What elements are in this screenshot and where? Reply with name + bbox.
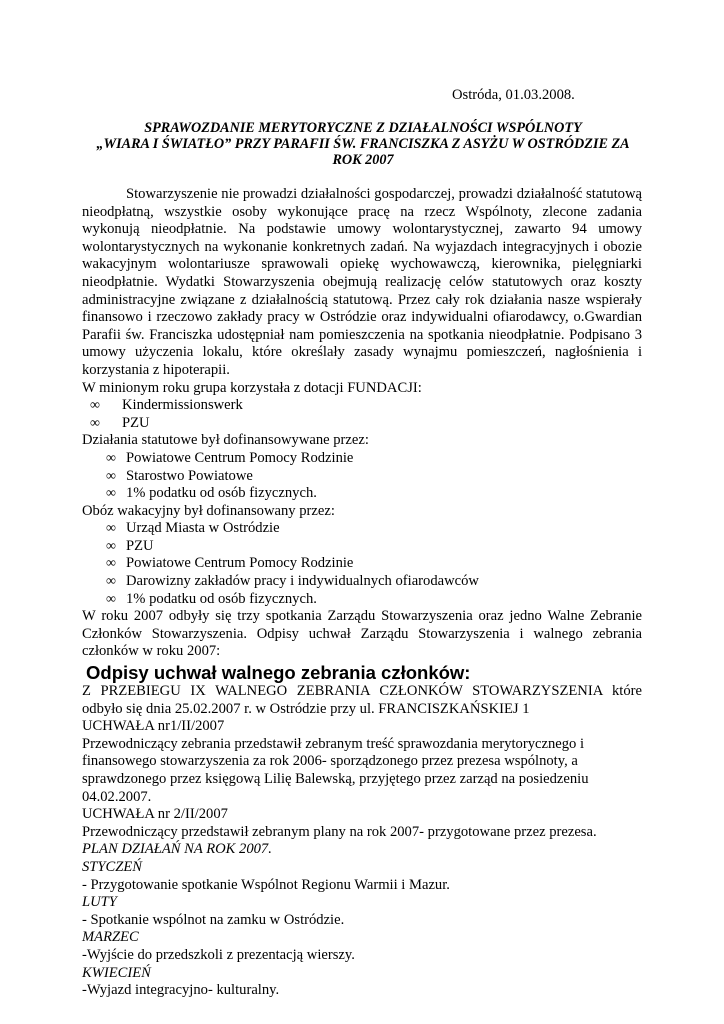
plan-item: - Przygotowanie spotkanie Wspólnot Regionu Warmii i Mazur. bbox=[82, 876, 450, 893]
resolutions-heading: Odpisy uchwał walnego zebrania członków: bbox=[86, 662, 471, 684]
document-title bbox=[82, 120, 644, 168]
resolution-1-line-2: finansowego stowarzyszenia za rok 2006- sporządzonego przez prezesa wspólnoty, a bbox=[82, 753, 578, 770]
resolution-2-title: UCHWAŁA nr 2/II/2007 bbox=[82, 806, 228, 823]
camp-list bbox=[82, 520, 642, 608]
list-item: ∞ Urząd Miasta w Ostródzie bbox=[106, 520, 280, 537]
list-item: ∞ Darowizny zakładów pracy i indywidualnych ofiarodawców bbox=[106, 573, 479, 590]
title-line-1: SPRAWOZDANIE MERYTORYCZNE Z DZIAŁALNOŚCI WSPÓLNOTY bbox=[144, 120, 582, 136]
plan-month: KWIECIEŃ bbox=[82, 964, 151, 981]
list-item: ∞ Starostwo Powiatowe bbox=[106, 467, 253, 484]
infinity-bullet-icon: ∞ bbox=[106, 450, 116, 466]
plan-month: STYCZEŃ bbox=[82, 858, 143, 875]
document-body bbox=[82, 186, 642, 1000]
plan-month: MARZEC bbox=[82, 929, 139, 946]
resolution-1-line-4: 04.02.2007. bbox=[82, 788, 152, 805]
meetings-line-2: Członków Stowarzyszenia. Odpisy uchwał Zarządu Stowarzyszenia i walnego zebrania bbox=[82, 625, 642, 642]
meetings-line-1: W roku 2007 odbyły się trzy spotkania Zarządu Stowarzyszenia oraz jedno Walne Zebranie bbox=[82, 608, 642, 625]
list-item: ∞ Powiatowe Centrum Pomocy Rodzinie bbox=[106, 555, 354, 572]
statutory-list bbox=[82, 450, 642, 503]
intro-paragraph: Stowarzyszenie nie prowadzi działalności gospodarczej, prowadzi działalność statutową nieodpłatną, wszystkie osoby wykonujące pracę na rzecz Wspólnoty, zlecone zadania wykonują nieodpłatnie. Na podstawie umowy wolontarystycznej, zawarto 94 umowy wolontarystycznych na wykonanie konkretnych zadań. Na wyjazdach integracyjnych i obozie wakacyjnym wolontariusze sprawowali opiekę wychowawczą, kierownika, pielęgniarki nieodpłatnie. Wydatki Stowarzyszenia obejmują realizację celów statutowych oraz koszty administracyjne związane z działalnością statutową. Przez cały rok działania nasze wspierały finansowo i rzeczowo zakłady pracy w Ostródzie oraz indywidualni ofiarodawcy, o.Gwardian Parafii św. Franciszka udostępniał nam pomieszczenia na spotkania nieodpłatnie. Podpisano 3 umowy użyczenia lokalu, które określały zasady wynajmu pomieszczeń, nagłośnienia i korzystania z hipoterapii. bbox=[82, 186, 642, 378]
grants-label: W minionym roku grupa korzystała z dotacji FUNDACJI: bbox=[82, 379, 422, 396]
meetings-line-3: członków w roku 2007: bbox=[82, 643, 221, 660]
list-item: ∞ 1% podatku od osób fizycznych. bbox=[106, 590, 317, 607]
infinity-bullet-icon: ∞ bbox=[90, 398, 100, 414]
infinity-bullet-icon: ∞ bbox=[106, 521, 116, 537]
plan-item: - Spotkanie wspólnot na zamku w Ostródzie. bbox=[82, 911, 345, 928]
resolution-1-line-1: Przewodniczący zebrania przedstawił zebranym treść sprawozdania merytorycznego i bbox=[82, 735, 585, 752]
resolution-2-line-1: Przewodniczący przedstawił zebranym plany na rok 2007- przygotowane przez prezesa. bbox=[82, 823, 597, 840]
plan-item: -Wyjście do przedszkoli z prezentacją wierszy. bbox=[82, 946, 355, 963]
plan-item: -Wyjazd integracyjno- kulturalny. bbox=[82, 982, 280, 999]
document-date: Ostróda, 01.03.2008. bbox=[452, 87, 575, 103]
resolution-1-title: UCHWAŁA nr1/II/2007 bbox=[82, 718, 225, 735]
camp-label: Obóz wakacyjny był dofinansowany przez: bbox=[82, 502, 335, 519]
infinity-bullet-icon: ∞ bbox=[106, 556, 116, 572]
resolution-1-line-3: sprawdzonego przez księgową Lilię Balewską, przyjętego przez zarząd na posiedzeniu bbox=[82, 771, 589, 787]
statutory-label: Działania statutowe był dofinansowywane przez: bbox=[82, 432, 369, 449]
meeting-info-line-2: odbyło się dnia 25.02.2007 r. w Ostródzie przy ul. FRANCISZKAŃSKIEJ 1 bbox=[82, 700, 530, 717]
title-line-2: „WIARA I ŚWIATŁO” PRZY PARAFII ŚW. FRANCISZKA Z ASYŻU W OSTRÓDZIE ZA bbox=[96, 136, 630, 152]
plan-title: PLAN DZIAŁAŃ NA ROK 2007. bbox=[82, 841, 272, 858]
list-item: ∞ Powiatowe Centrum Pomocy Rodzinie bbox=[106, 449, 354, 466]
infinity-bullet-icon: ∞ bbox=[106, 591, 116, 607]
list-item: ∞ Kindermissionswerk bbox=[90, 397, 243, 414]
infinity-bullet-icon: ∞ bbox=[106, 574, 116, 590]
infinity-bullet-icon: ∞ bbox=[106, 486, 116, 502]
infinity-bullet-icon: ∞ bbox=[90, 415, 100, 431]
grants-list bbox=[82, 397, 642, 432]
list-item: ∞ 1% podatku od osób fizycznych. bbox=[106, 485, 317, 502]
plan-month: LUTY bbox=[82, 894, 117, 911]
infinity-bullet-icon: ∞ bbox=[106, 538, 116, 554]
infinity-bullet-icon: ∞ bbox=[106, 468, 116, 484]
list-item: ∞ PZU bbox=[90, 414, 150, 431]
list-item: ∞ PZU bbox=[106, 537, 154, 554]
title-line-3: ROK 2007 bbox=[332, 152, 394, 168]
meeting-info-line-1: Z PRZEBIEGU IX WALNEGO ZEBRANIA CZŁONKÓW STOWARZYSZENIA które bbox=[82, 683, 642, 700]
